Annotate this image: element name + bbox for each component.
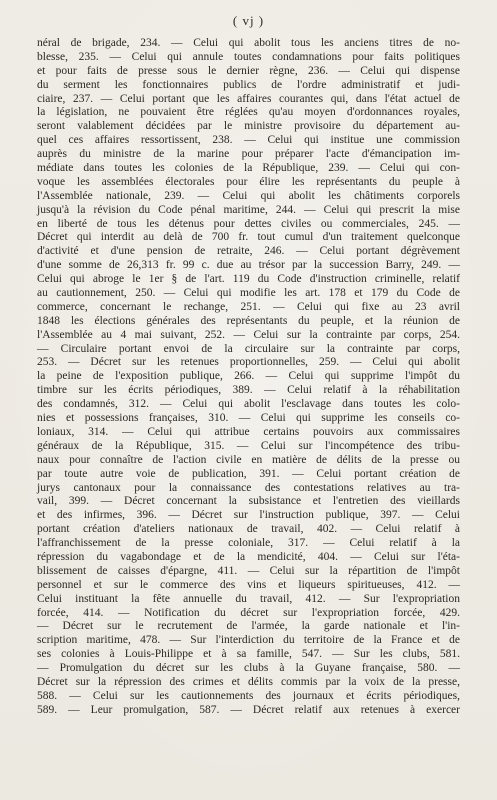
text-line: scription maritime, 478. — Sur l'interdiction du territoire de la France et de xyxy=(37,634,460,647)
text-line: et des infirmes, 396. — Décret sur l'instruction publique, 397. — Celui xyxy=(37,509,460,522)
text-line: médiate dans toutes les colonies de la République, 239. — Celui qui con- xyxy=(37,162,460,175)
text-line: quel ces affaires ressortissent, 238. — Celui qui institue une commission xyxy=(37,134,460,147)
text-line: néral de brigade, 234. — Celui qui abolit tous les anciens titres de no- xyxy=(37,37,460,49)
text-line: par toute autre voie de publication, 391. — Celui portant création de xyxy=(37,467,460,480)
text-line: loniaux, 314. — Celui qui attribue certains pouvoirs aux commissaires xyxy=(37,425,460,438)
text-line: timbre sur les écrits périodiques, 389. — Celui relatif à la réhabilitation xyxy=(37,384,460,397)
text-line: ses colonies à Louis-Philippe et à sa famille, 547. — Sur les clubs, 581. xyxy=(37,648,460,661)
text-line: nies et possessions françaises, 310. — Celui qui supprime les conseils co- xyxy=(37,412,460,425)
text-line: Celui qui abroge le 1er § de l'art. 119 du Code d'instruction criminelle, relatif xyxy=(37,273,460,286)
index-text-block xyxy=(37,37,460,718)
text-line: ciaire, 237. — Celui portant que les affaires courantes qui, dans l'état actuel de xyxy=(37,92,460,105)
text-line: blesse, 235. — Celui qui annule toutes condamnations pour faits politiques xyxy=(37,50,460,63)
text-line: en liberté de tous les détenus pour dettes civiles ou commerciales, 245. — xyxy=(37,217,460,230)
text-line: jusqu'à la révision du Code pénal maritime, 244. — Celui qui prescrit la mise xyxy=(37,203,460,216)
text-line: vail, 399. — Décret concernant la subsistance et l'entretien des vieillards xyxy=(37,495,460,508)
text-line: d'activité et d'une pension de retraite, 246. — Celui portant dégrèvement xyxy=(37,245,460,258)
text-line: naux pour connaître de l'action civile en matière de délits de la presse ou xyxy=(37,453,460,466)
text-line: l'affranchissement de la presse coloniale, 317. — Celui relatif à la xyxy=(37,537,460,550)
text-line: l'Assemblée nationale, 239. — Celui qui abolit les châtiments corporels xyxy=(37,189,460,202)
text-line: auprès du ministre de la marine pour préparer l'acte d'émancipation im- xyxy=(37,148,460,161)
text-line: 253. — Décret sur les retenues proportionnelles, 259. — Celui qui abolit xyxy=(37,356,460,369)
text-line: forcée, 414. — Notification du décret sur l'expropriation forcée, 429. xyxy=(37,606,460,619)
text-line: jurys cantonaux pour la connaissance des contestations relatives au tra- xyxy=(37,481,460,494)
text-line: — Circulaire portant envoi de la circulaire sur la contrainte par corps, xyxy=(37,342,460,355)
text-line: répression du vagabondage et de la mendicité, 404. — Celui sur l'éta- xyxy=(37,550,460,563)
text-line: personnel et sur le commerce des vins et liqueurs spiritueuses, 412. — xyxy=(37,578,460,591)
text-line: généraux de la République, 315. — Celui sur l'incompétence des tribu- xyxy=(37,439,460,452)
text-line: commerce, concernant le rechange, 251. — Celui qui fixe au 23 avril xyxy=(37,300,460,313)
text-line: et pour faits de presse sous le dernier règne, 236. — Celui qui dispense xyxy=(37,64,460,77)
text-line: voque les assemblées électorales pour élire les représentants du peuple à xyxy=(37,175,460,188)
text-line: la législation, ne pouvaient être réglées qu'au moyen d'ordonnances royales, xyxy=(37,106,460,119)
text-line: 1848 les élections générales des représentants du peuple, et la réunion de xyxy=(37,314,460,327)
text-line: Décret sur la répression des crimes et délits commis par la voix de la presse, xyxy=(37,675,460,688)
text-line: 588. — Celui sur les cautionnements des journaux et écrits périodiques, xyxy=(37,689,460,702)
text-line: portant création d'ateliers nationaux de travail, 402. — Celui relatif à xyxy=(37,523,460,536)
page-folio: ( vj ) xyxy=(232,13,265,28)
text-line: — Décret sur le recrutement de l'armée, la garde nationale et l'in- xyxy=(37,620,460,633)
text-line: 589. — Leur promulgation, 587. — Décret relatif aux retenues à exercer xyxy=(37,703,460,716)
text-line: d'une somme de 26,313 fr. 99 c. due au trésor par la succession Barry, 249. — xyxy=(37,259,460,272)
text-line: seront valablement décidées par le ministre provisoire du département au- xyxy=(37,120,460,133)
text-line: du serment les fonctionnaires publics de l'ordre administratif et judi- xyxy=(37,78,460,91)
text-line: blissement de caisses d'épargne, 411. — Celui sur la répartition de l'impôt xyxy=(37,564,460,577)
text-line: des condamnés, 312. — Celui qui abolit l'esclavage dans toutes les colo- xyxy=(37,398,460,411)
text-line: Décret qui interdit au delà de 700 fr. tout cumul d'un traitement quelconque xyxy=(37,231,460,244)
text-line: Celui instituant la fête annuelle du travail, 412. — Sur l'expropriation xyxy=(37,592,460,605)
text-line: au cautionnement, 250. — Celui qui modifie les art. 178 et 179 du Code de xyxy=(37,287,460,300)
text-line: la peine de l'exposition publique, 266. — Celui qui supprime l'impôt du xyxy=(37,370,460,383)
text-line: l'Assemblée au 4 mai suivant, 252. — Celui sur la contrainte par corps, 254. xyxy=(37,328,460,341)
text-line: — Promulgation du décret sur les clubs à la Guyane française, 580. — xyxy=(37,662,460,675)
